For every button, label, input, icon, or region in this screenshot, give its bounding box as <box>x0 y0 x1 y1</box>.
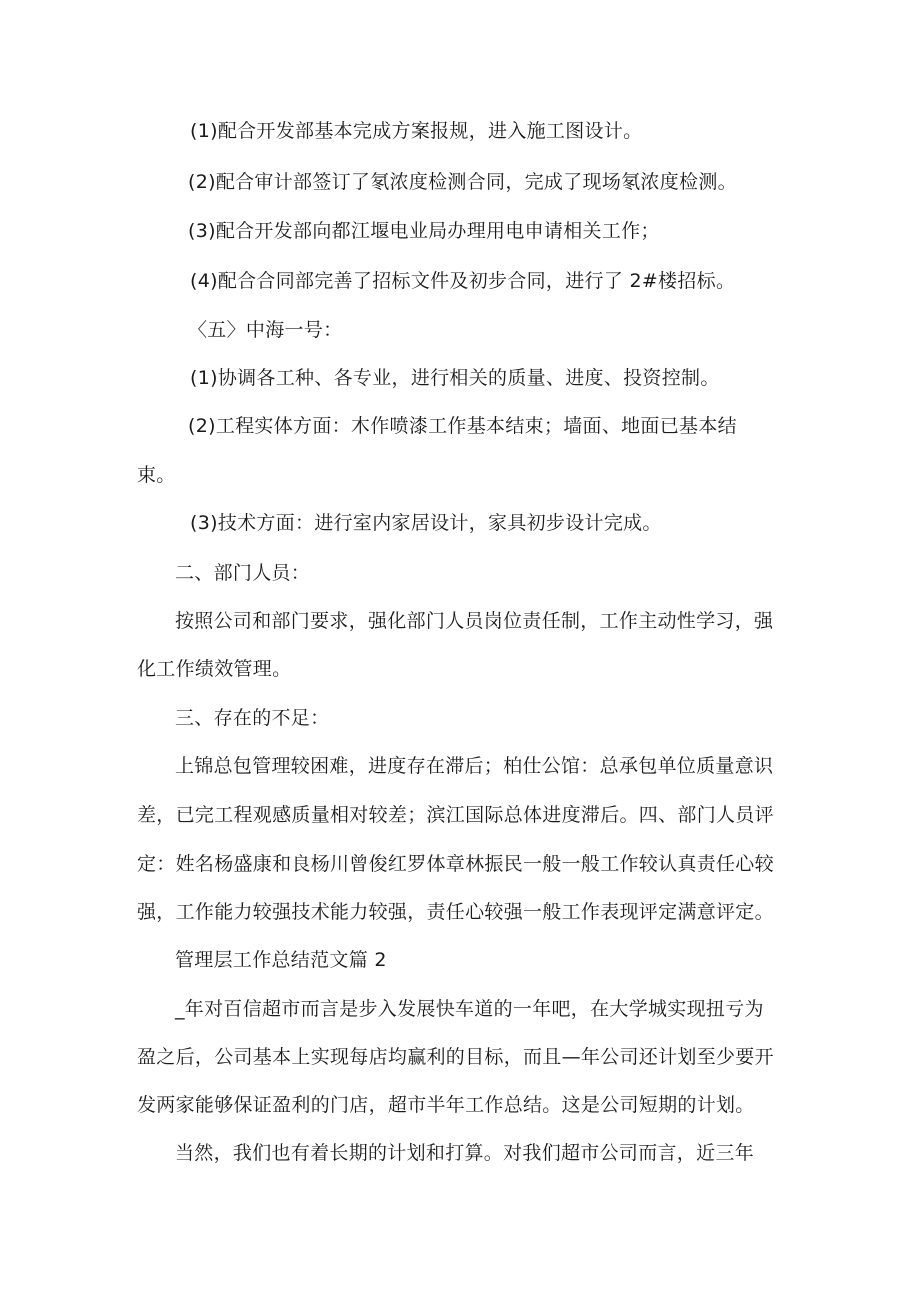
section-title: 管理层工作总结范文篇 2 <box>175 949 387 971</box>
paragraph-line: 当然，我们也有着长期的计划和打算。对我们超市公司而言，近三年 <box>175 1142 755 1164</box>
paragraph-line: (3)配合开发部向都江堰电业局办理用电申请相关工作； <box>188 220 660 242</box>
paragraph-line: 盈之后，公司基本上实现每店均赢利的目标，而且—年公司还计划至少要开 <box>137 1046 774 1068</box>
paragraph-line: 按照公司和部门要求，强化部门人员岗位责任制，工作主动性学习，强 <box>175 610 774 632</box>
paragraph-line: _年对百信超市而言是步入发展快车道的一年吧，在大学城实现扭亏为 <box>175 998 764 1020</box>
paragraph-line: 上锦总包管理较困难，进度存在滞后；柏仕公馆：总承包单位质量意识 <box>175 755 774 777</box>
paragraph-line: (2)工程实体方面：木作喷漆工作基本结束；墙面、地面已基本结 <box>188 415 737 437</box>
paragraph-line: 化工作绩效管理。 <box>137 658 292 680</box>
paragraph-line: 定：姓名杨盛康和良杨川曾俊红罗体章林振民一般一般工作较认真责任心较 <box>137 853 774 875</box>
paragraph-line: 强，工作能力较强技术能力较强，责任心较强一般工作表现评定满意评定。 <box>137 901 774 923</box>
paragraph-line: 发两家能够保证盈利的门店，超市半年工作总结。这是公司短期的计划。 <box>137 1094 755 1116</box>
paragraph-line: 束。 <box>137 464 176 486</box>
paragraph-line: (1)协调各工种、各专业，进行相关的质量、进度、投资控制。 <box>190 367 720 389</box>
paragraph-line: (4)配合合同部完善了招标文件及初步合同，进行了 2#楼招标。 <box>190 270 736 292</box>
section-heading: 〈五〉中海一号： <box>188 319 343 341</box>
paragraph-line: 差，已完工程观感质量相对较差；滨江国际总体进度滞后。四、部门人员评 <box>137 804 774 826</box>
paragraph-line: (1)配合开发部基本完成方案报规，进入施工图设计。 <box>190 120 643 142</box>
paragraph-line: (3)技术方面：进行室内家居设计，家具初步设计完成。 <box>190 512 662 534</box>
section-heading: 二、部门人员： <box>175 562 311 584</box>
paragraph-line: (2)配合审计部签订了氡浓度检测合同，完成了现场氡浓度检测。 <box>188 171 737 193</box>
section-heading: 三、存在的不足： <box>175 707 330 729</box>
